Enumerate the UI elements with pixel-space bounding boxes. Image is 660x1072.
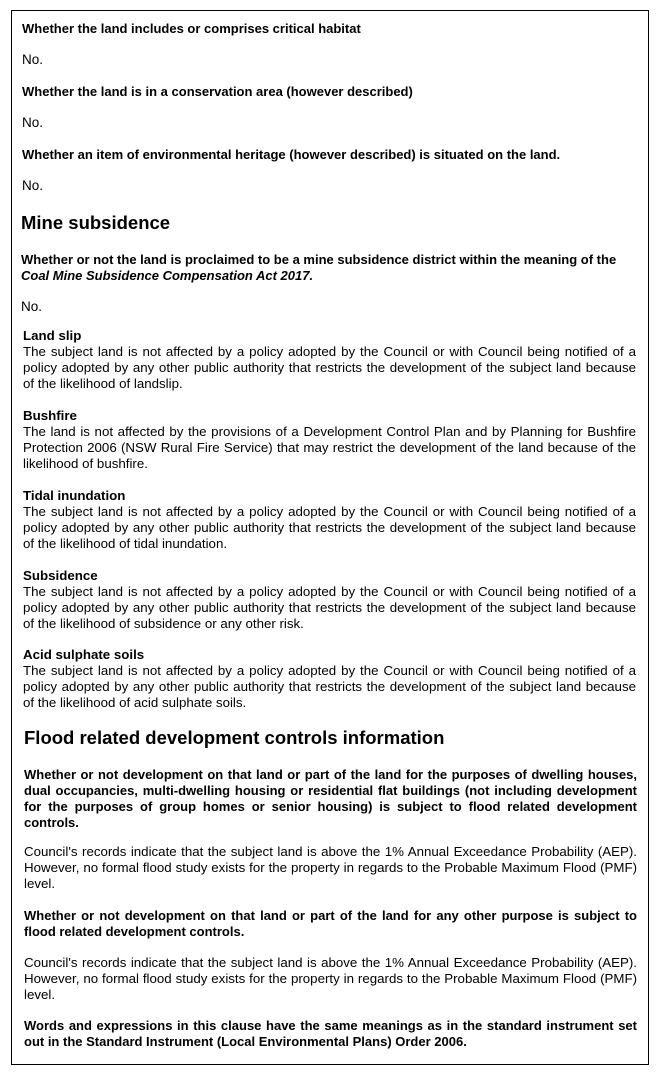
flood-answer-2: Council's records indicate that the subject land is above the 1% Annual Exceedance Probability (AEP). However, no formal flood study exists for the property in regards to the Probable Maximum Flood (PMF) level. — [24, 955, 637, 1002]
risk-tidal-inundation — [23, 488, 636, 552]
risk-text: The subject land is not affected by a policy adopted by the Council or with Council being notified of a policy adopted by any other public authority that restricts the development of the subject land because of the likelihood of landslip. — [23, 344, 636, 391]
environmental-heritage-question: Whether an item of environmental heritage (however described) is situated on the land. — [22, 147, 561, 162]
critical-habitat-answer: No. — [22, 52, 44, 67]
conservation-area-question: Whether the land is in a conservation area (however described) — [22, 84, 413, 99]
flood-question-2: Whether or not development on that land or part of the land for any other purpose is subject to flood related development controls. — [24, 908, 637, 939]
environmental-heritage-answer: No. — [22, 178, 44, 193]
mine-subsidence-question-text: Whether or not the land is proclaimed to be a mine subsidence district within the meaning of the — [21, 252, 617, 267]
flood-clause-note: Words and expressions in this clause have the same meanings as in the standard instrument set out in the Standard Instrument (Local Environmental Plans) Order 2006. — [24, 1018, 637, 1049]
risk-title: Land slip — [23, 328, 82, 343]
mine-subsidence-act: Coal Mine Subsidence Compensation Act 2017. — [21, 268, 314, 283]
risk-text: The subject land is not affected by a policy adopted by the Council or with Council being notified of a policy adopted by any other public authority that restricts the development of the subject land because of the likelihood of tidal inundation. — [23, 504, 636, 551]
risk-title: Acid sulphate soils — [23, 647, 145, 662]
mine-subsidence-heading: Mine subsidence — [21, 212, 171, 233]
risk-bushfire — [23, 408, 636, 472]
risk-land-slip — [23, 328, 636, 392]
flood-question-1: Whether or not development on that land or part of the land for the purposes of dwelling houses, dual occupancies, multi-dwelling housing or residential flat buildings (not including development for the purposes of group homes or senior housing) is subject to flood related development controls. — [24, 767, 637, 830]
risk-title: Subsidence — [23, 568, 98, 583]
flood-heading: Flood related development controls information — [24, 727, 445, 748]
risk-text: The land is not affected by the provisions of a Development Control Plan and by Planning for Bushfire Protection 2006 (NSW Rural Fire Service) that may restrict the development of the land because of the likelihood of bushfire. — [23, 424, 636, 471]
risk-title: Tidal inundation — [23, 488, 126, 503]
critical-habitat-question: Whether the land includes or comprises critical habitat — [22, 21, 361, 36]
risk-text: The subject land is not affected by a policy adopted by the Council or with Council being notified of a policy adopted by any other public authority that restricts the development of the subject land because of the likelihood of subsidence or any other risk. — [23, 584, 636, 631]
risk-text: The subject land is not affected by a policy adopted by the Council or with Council being notified of a policy adopted by any other public authority that restricts the development of the subject land because of the likelihood of acid sulphate soils. — [23, 663, 636, 710]
mine-subsidence-answer: No. — [21, 299, 43, 314]
mine-subsidence-question — [21, 252, 639, 284]
risk-acid-sulphate-soils — [23, 647, 636, 711]
risk-subsidence — [23, 568, 636, 632]
flood-answer-1: Council's records indicate that the subject land is above the 1% Annual Exceedance Probability (AEP). However, no formal flood study exists for the property in regards to the Probable Maximum Flood (PMF) level. — [24, 844, 637, 891]
conservation-area-answer: No. — [22, 115, 44, 130]
risk-title: Bushfire — [23, 408, 77, 423]
